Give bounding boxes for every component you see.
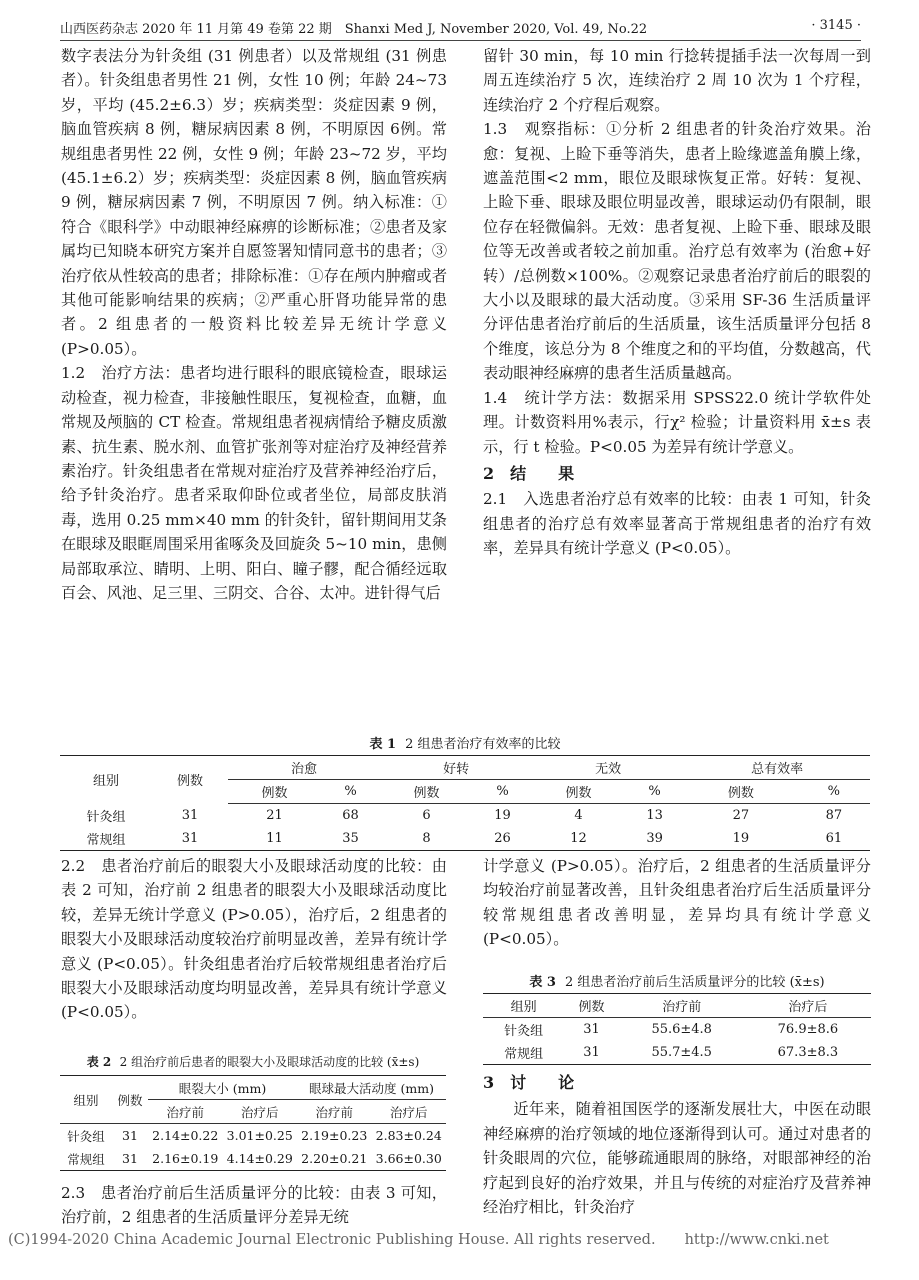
t3-cell: 76.9±8.6 xyxy=(777,1022,839,1037)
table3-title: 2 组患者治疗前后生活质量评分的比较 (x̄±s) xyxy=(565,975,825,990)
t1-cell: 13 xyxy=(646,808,663,823)
t3-cell: 31 xyxy=(583,1022,600,1037)
journal-citation: 山西医药杂志 2020 年 11 月第 49 卷第 22 期 Shanxi Med J, November 2020, Vol. 49, No.22 xyxy=(60,22,648,37)
t2-cell: 2.19±0.23 xyxy=(301,1128,368,1143)
right-column-mid xyxy=(483,854,871,952)
t3-cell: 常规组 xyxy=(504,1047,544,1062)
t3-h: 例数 xyxy=(578,1000,605,1015)
table1-title: 2 组患者治疗有效率的比较 xyxy=(405,737,561,752)
t1-cell: 19 xyxy=(494,808,511,823)
t3-h: 治疗后 xyxy=(788,1000,828,1015)
table-row xyxy=(60,827,870,851)
t1-cell: 21 xyxy=(266,808,283,823)
paragraph-results-2-1: 2.1 入选患者治疗总有效率的比较：由表 1 可知，针灸组患者的治疗总有效率显著高于常规组患者的治疗有效率，差异具有统计学意义 (P<0.05）。 xyxy=(483,490,871,558)
table1-number: 表 1 xyxy=(369,737,397,752)
t3-cell: 55.6±4.8 xyxy=(651,1022,712,1037)
t1-h-cured: 治愈 xyxy=(228,756,380,780)
t2-cell: 2.83±0.24 xyxy=(375,1128,442,1143)
table3-caption xyxy=(483,971,871,990)
t1-sub: 例数 xyxy=(380,780,473,804)
table-row xyxy=(60,1147,446,1171)
right-column-top xyxy=(483,44,871,561)
t1-h-total: 总有效率 xyxy=(684,756,870,780)
paragraph-results-2-2: 2.2 患者治疗前后的眼裂大小及眼球活动度的比较：由表 2 可知，治疗前 2 组患者的眼裂大小及眼球活动度比较，差异无统计学意义 (P>0.05），治疗后，2 组患者的眼裂大小及眼球活动度较治疗前明显改善，差异有统计学意义 (P<0.05）。针灸组患者治疗后较常规组患者治疗后眼裂大小及眼球活动度均明显改善，差异具有统计学意义 (P<0.05）。 xyxy=(61,857,447,1022)
t2-h-mobility: 眼球最大活动度 (mm) xyxy=(297,1076,446,1100)
t1-cell: 68 xyxy=(342,808,359,823)
t2-h-cases: 例数 xyxy=(117,1092,143,1108)
paragraph-results-2-3-cont: 计学意义 (P>0.05）。治疗后，2 组患者的生活质量评分均较治疗前显著改善，且针灸组患者治疗后生活质量评分较常规组患者改善明显，差异均具有统计学意义 (P<0.05）。 xyxy=(483,857,871,949)
t1-cell: 常规组 xyxy=(86,833,126,848)
left-column-bottom xyxy=(61,1181,447,1230)
t1-sub: % xyxy=(798,780,870,804)
t2-cell: 31 xyxy=(122,1128,138,1143)
t1-h-invalid: 无效 xyxy=(532,756,684,780)
table3-number: 表 3 xyxy=(529,975,556,990)
t3-cell: 67.3±8.3 xyxy=(777,1045,839,1060)
t2-cell: 3.66±0.30 xyxy=(375,1151,442,1166)
t1-sub: 例数 xyxy=(684,780,798,804)
t1-cell: 35 xyxy=(342,831,359,846)
t2-cell: 4.14±0.29 xyxy=(226,1151,293,1166)
t1-cell: 11 xyxy=(266,831,283,846)
table2-title: 2 组治疗前后患者的眼裂大小及眼球活动度的比较 (x̄±s) xyxy=(119,1055,420,1069)
t2-h-group: 组别 xyxy=(73,1092,99,1108)
running-header xyxy=(60,14,861,41)
t1-cell: 26 xyxy=(494,831,511,846)
t3-cell: 55.7±4.5 xyxy=(651,1045,712,1060)
t1-sub: % xyxy=(473,780,532,804)
t1-cell: 31 xyxy=(181,831,199,846)
t2-cell: 2.14±0.22 xyxy=(152,1128,219,1143)
heading-discussion: 3 讨 论 xyxy=(483,1073,575,1092)
heading-results: 2 结 果 xyxy=(483,463,575,483)
t1-cell: 针灸组 xyxy=(86,809,126,825)
t2-cell: 2.16±0.19 xyxy=(152,1151,219,1166)
t2-sub: 治疗后 xyxy=(372,1100,447,1124)
paragraph-discussion: 近年来，随着祖国医学的逐渐发展壮大，中医在动眼神经麻痹的治疗领域的地位逐渐得到认可。通过对患者的针灸眼周的穴位，能够疏通眼周的脉络，对眼部神经的治疗起到良好的治疗效果，并且与传统的对症治疗及营养神经治疗相比，针灸治疗 xyxy=(483,1100,871,1217)
t1-cell: 8 xyxy=(422,831,431,846)
left-column-mid xyxy=(61,854,447,1025)
right-column-bottom xyxy=(483,1071,871,1219)
paragraph-treatment: 1.2 治疗方法：患者均进行眼科的眼底镜检查，眼球运动检查，视力检查，非接触性眼压，复视检查，血糖，血常规及颅脑的 CT 检查。常规组患者视病情给予糖皮质激素、抗生素、脱水剂、血管扩张剂等对症治疗及神经营养素治疗。针灸组患者在常规对症治疗及营养神经治疗后，给予针灸治疗。患者采取仰卧位或者坐位，局部皮肤消毒，选用 0.25 mm×40 mm 的针灸针，留针期间用艾条在眼球及眼眶周围采用雀啄灸及回旋灸 5~10 min，患侧局部取承泣、睛明、上明、阳白、瞳子髎，配合循经远取百会、风池、足三里、三阴交、合谷、太冲。进针得气后 xyxy=(61,364,447,602)
t1-h-improved: 好转 xyxy=(380,756,532,780)
table2-caption xyxy=(60,1053,446,1070)
t1-sub: 例数 xyxy=(228,780,321,804)
copyright-footer: (C)1994-2020 China Academic Journal Electronic Publishing House. All rights reserved. http://www.cnki.net xyxy=(8,1232,829,1248)
t1-cell: 87 xyxy=(825,808,843,823)
t2-cell: 2.20±0.21 xyxy=(301,1151,368,1166)
t1-cell: 27 xyxy=(732,808,750,823)
left-column-top xyxy=(61,44,447,605)
table-row xyxy=(483,1018,871,1042)
t3-cell: 针灸组 xyxy=(504,1024,544,1039)
paragraph-grouping: 数字表法分为针灸组 (31 例患者）以及常规组 (31 例患者）。针灸组患者男性 21 例，女性 10 例；年龄 24~73 岁，平均 (45.2±6.3）岁；疾病类型：炎症因素 9 例，脑血管疾病 8 例，糖尿病因素 8 例，不明原因 6例。常规组患者男性 22 例，女性 9 例；年龄 23~72 岁，平均 (45.1±6.2）岁；疾病类型：炎症因素 8 例，脑血管疾病 9 例，糖尿病因素 7 例，不明原因 7 例。纳入标准：①符合《眼科学》中动眼神经麻痹的诊断标准；②患者及家属均已知晓本研究方案并自愿签署知情同意书的患者；③治疗依从性较高的患者；排除标准：①存在颅内肿瘤或者其他可能影响结果的疾病；②严重心肝肾功能异常的患者。2 组患者的一般资料比较差异无统计学意义 (P>0.05）。 xyxy=(61,47,447,358)
t2-cell: 3.01±0.25 xyxy=(226,1128,293,1143)
t2-sub: 治疗后 xyxy=(223,1100,298,1124)
page-number: · 3145 · xyxy=(811,18,861,33)
t1-sub: % xyxy=(625,780,684,804)
paragraph-indicators: 1.3 观察指标：①分析 2 组患者的针灸治疗效果。治愈：复视、上睑下垂等消失，患者上睑缘遮盖角膜上缘，遮盖范围<2 mm，眼位及眼球恢复正常。好转：复视、上睑下垂、眼球及眼位明显改善，眼球运动仍有限制，眼位存在轻微偏斜。无效：患者复视、上睑下垂、眼球及眼位等无改善或者较之前加重。治疗总有效率为 (治愈+好转）/总例数×100%。②观察记录患者治疗前后的眼裂的大小以及眼球的最大活动度。③采用 SF-36 生活质量评分评估患者治疗前后的生活质量，该生活质量评分包括 8 个维度，该总分为 8 个维度之和的平均值，分数越高，代表动眼神经麻痹的患者生活质量越高。 xyxy=(483,120,871,383)
t3-cell: 31 xyxy=(583,1045,600,1060)
t1-cell: 31 xyxy=(181,807,199,823)
t2-cell: 针灸组 xyxy=(67,1128,105,1144)
t1-h-group: 组别 xyxy=(92,774,119,790)
table1-caption xyxy=(60,733,870,752)
paragraph-treatment-cont: 留针 30 min，每 10 min 行捻转提插手法一次每周一到周五连续治疗 5 次，连续治疗 2 周 10 次为 1 个疗程，连续治疗 2 个疗程后观察。 xyxy=(483,47,871,114)
paragraph-statistics: 1.4 统计学方法：数据采用 SPSS22.0 统计学软件处理。计数资料用%表示，行χ² 检验；计量资料用 x̄±s 表示，行 t 检验。P<0.05 为差异有统计学意义。 xyxy=(483,388,871,456)
t1-cell: 61 xyxy=(825,831,843,846)
t2-sub: 治疗前 xyxy=(148,1100,223,1124)
t1-h-cases: 例数 xyxy=(176,774,203,790)
t3-h: 组别 xyxy=(510,1000,537,1015)
table-row xyxy=(60,1124,446,1148)
t2-sub: 治疗前 xyxy=(297,1100,372,1124)
t2-h-fissure: 眼裂大小 (mm) xyxy=(148,1076,297,1100)
table-row xyxy=(483,1041,871,1065)
t3-h: 治疗前 xyxy=(662,1000,702,1015)
t2-cell: 常规组 xyxy=(67,1151,105,1167)
t1-cell: 12 xyxy=(570,831,587,846)
t1-cell: 6 xyxy=(422,808,431,823)
table3 xyxy=(483,993,871,1065)
table-row xyxy=(60,804,870,828)
table2-number: 表 2 xyxy=(86,1055,112,1069)
t1-sub: % xyxy=(321,780,380,804)
table2 xyxy=(60,1075,446,1171)
paragraph-results-2-3: 2.3 患者治疗前后生活质量评分的比较：由表 3 可知，治疗前，2 组患者的生活质量评分差异无统 xyxy=(61,1184,447,1227)
table1 xyxy=(60,755,870,851)
t1-cell: 4 xyxy=(574,808,583,823)
t1-cell: 19 xyxy=(732,831,750,846)
t1-cell: 39 xyxy=(646,831,663,846)
t2-cell: 31 xyxy=(122,1151,138,1166)
t1-sub: 例数 xyxy=(532,780,625,804)
